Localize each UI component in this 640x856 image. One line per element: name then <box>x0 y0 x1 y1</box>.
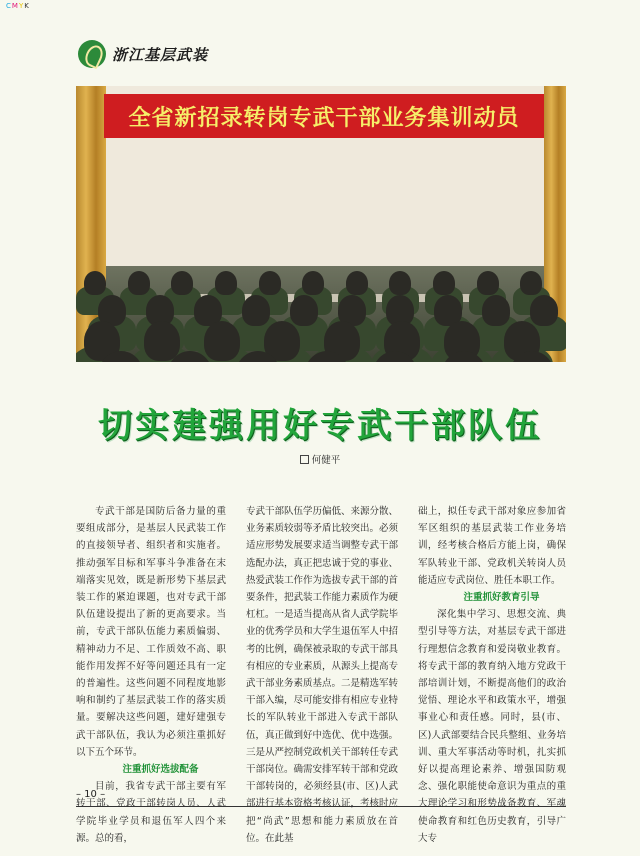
black-mark: K <box>24 2 30 10</box>
audience-head <box>520 271 542 295</box>
audience-head <box>433 271 455 295</box>
paragraph: 专武干部队伍学历偏低、来源分散、业务素质较弱等矛盾比较突出。必须适应形势发展要求适当调整专武干部选配办法，真正把忠诚于党的事业、热爱武装工作作为选拔专武干部的首要条件，把武装工作能力素质作为硬杠杠。一是适当提高从省人武学院毕业的优秀学员和大学生退伍军人中招考的比例，确保被录取的专武干部具有相应的专业素质，从源头上提高专武干部业务素质基点。二是精选军转干部入编，尽可能安排有相应专业特长的军队转业干部进入专武干部队伍，真正做到好中选优、优中选强。三是从严控制党政机关干部转任专武干部岗位。确需安排军转干部和党政干部转岗的，必须经县(市、区)人武部进行基本资格考核认证，考核时应把“尚武”思想和能力素质放在首位。在此基 <box>246 506 399 844</box>
photo-banner <box>104 94 544 138</box>
yellow-mark: Y <box>18 2 25 10</box>
section-subhead: 注重抓好教育引导 <box>463 592 540 604</box>
audience-head <box>290 295 318 326</box>
meeting-photo <box>76 86 566 362</box>
magazine-logo-icon <box>78 40 106 68</box>
audience-head <box>482 295 510 326</box>
audience-head <box>215 271 237 295</box>
article-column-3 <box>418 503 566 847</box>
audience-head <box>259 271 281 295</box>
magazine-masthead <box>78 40 208 68</box>
audience-head <box>346 271 368 295</box>
audience-head <box>128 271 150 295</box>
photo-banner-text: 全省新招录转岗专武干部业务集训动员 <box>128 105 520 131</box>
footer-rule <box>76 806 566 807</box>
article-headline: 切实建强用好专武干部队伍 <box>98 406 542 446</box>
paragraph: 目前，我省专武干部主要有军转干部、党政干部转岗人员、人武学院毕业学员和退伍军人四个来源。总的看， <box>76 781 226 844</box>
audience-head <box>171 271 193 295</box>
page-number: – 10 – <box>76 789 106 800</box>
audience-head <box>84 271 106 295</box>
byline-box-icon <box>300 455 309 464</box>
audience-head <box>204 321 240 361</box>
audience-head <box>477 271 499 295</box>
article-byline <box>0 452 640 466</box>
magazine-title: 浙江基层武装 <box>112 45 209 64</box>
byline-author: 何健平 <box>311 455 341 466</box>
magenta-mark: M <box>11 2 19 10</box>
paragraph: 专武干部是国防后备力量的重要组成部分，是基层人民武装工作的直接领导者、组织者和实施者。推动强军目标和军事斗争准备在末端落实见效，既是新形势下基层武装工作的紧迫课题，也对专武干部队伍建设提出了新的更高要求。当前，专武干部队伍能力素质偏弱、精神动力不足、工作质效不高、职能作用发挥不好等问题还具有一定的普遍性。这些问题不同程度地影响和制约了基层武装工作的落实质量。要解决这些问题，建好建强专武干部队伍，我认为必须注重抓好以下五个环节。 <box>76 506 226 758</box>
audience-head <box>530 295 558 326</box>
audience-head <box>144 321 180 361</box>
paragraph: 深化集中学习、思想交流、典型引导等方法，对基层专武干部进行理想信念教育和爱岗敬业教育。将专武干部的教育纳入地方党政干部培训计划，不断提高他们的政治觉悟、理论水平和政策水平，增强事业心和责任感。同时，县(市、区)人武部要结合民兵整组、业务培训、重大军事活动等时机，扎实抓好以提高理论素养、增强国防观念、强化职能使命意识为重点的重大理论学习和形势战备教育、军魂使命教育和红色历史教育，引导广大专 <box>418 609 566 844</box>
paragraph: 础上，拟任专武干部对象应参加省军区组织的基层武装工作业务培训，经考核合格后方能上岗，确保军队转业干部、党政机关转岗人员能适应专武岗位、胜任本职工作。 <box>418 506 566 586</box>
article-column-2 <box>246 503 398 847</box>
audience-head <box>389 271 411 295</box>
audience-head <box>242 295 270 326</box>
photo-audience <box>76 271 566 362</box>
cyan-mark: C <box>6 2 12 10</box>
section-subhead: 注重抓好选拔配备 <box>122 764 199 776</box>
print-color-marks <box>6 2 30 10</box>
audience-head <box>302 271 324 295</box>
